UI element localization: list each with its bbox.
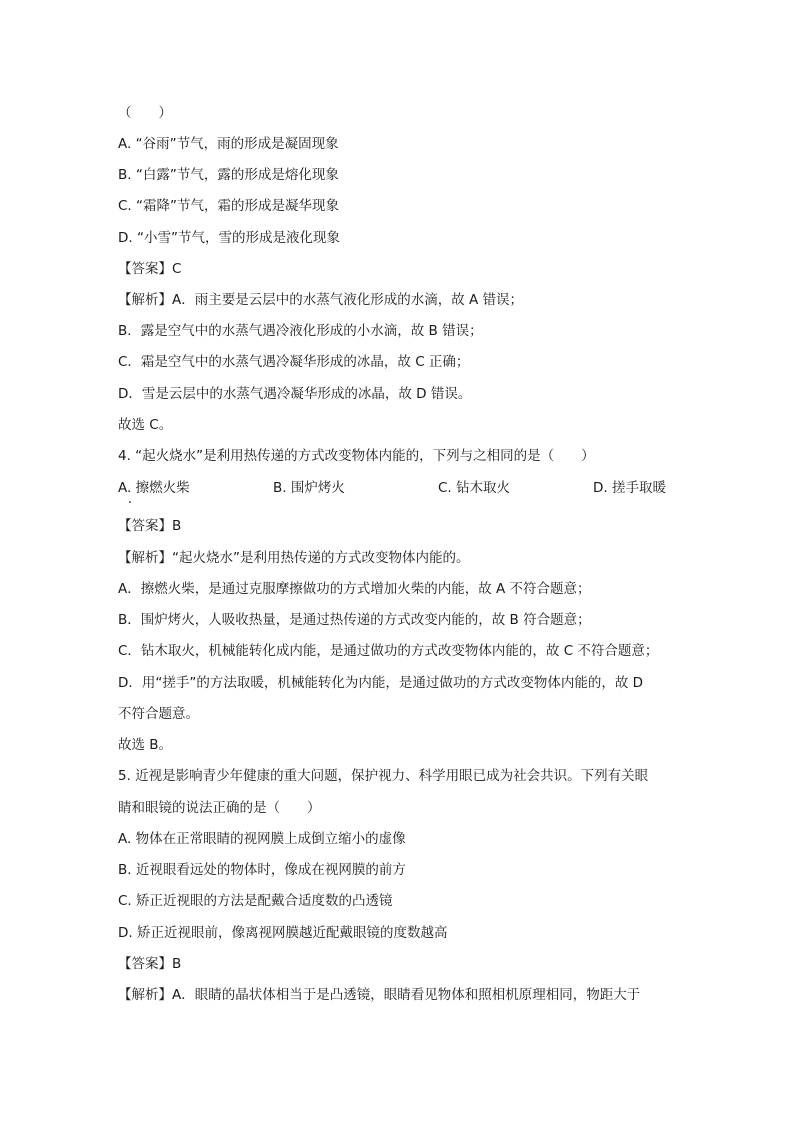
q4-analysis-line: 不符合题意。: [118, 706, 199, 722]
q4-answer: 【答案】B: [118, 518, 182, 534]
q5-option-c: C. 矫正近视眼的方法是配戴合适度数的凸透镜: [118, 893, 393, 909]
q4-option-b: B. 围炉烤火: [273, 480, 345, 496]
q3-option-c: C. “霜降”节气，霜的形成是凝华现象: [118, 198, 339, 214]
q4-analysis-line: 【解析】“起火烧水”是利用热传递的方式改变物体内能的。: [118, 550, 470, 566]
q3-conclusion: 故选 C。: [118, 417, 173, 433]
q4-analysis-line: C．钻木取火，机械能转化成内能，是通过做功的方式改变物体内能的，故 C 不符合题意；: [118, 643, 659, 659]
q5-stem-line: 睛和眼镜的说法正确的是（ ）: [118, 800, 321, 816]
q5-option-d: D. 矫正近视眼前，像离视网膜越近配戴眼镜的度数越高: [118, 925, 448, 941]
q5-stem-line: 5. 近视是影响青少年健康的重大问题，保护视力、科学用眼已成为社会共识。下列有关眼: [118, 768, 649, 784]
q3-option-d: D. “小雪”节气，雪的形成是液化现象: [118, 230, 340, 246]
q5-analysis-line: 【解析】A．眼睛的晶状体相当于是凸透镜，眼睛看见物体和照相机原理相同，物距大于: [118, 987, 641, 1003]
q4-analysis-line: B．围炉烤火，人吸收热量，是通过热传递的方式改变内能的，故 B 符合题意；: [118, 612, 591, 628]
q5-answer: 【答案】B: [118, 956, 182, 972]
q3-option-a: A. “谷雨”节气，雨的形成是凝固现象: [118, 136, 339, 152]
q3-analysis-line: B．露是空气中的水蒸气遇冷液化形成的小水滴，故 B 错误；: [118, 323, 483, 339]
q5-option-b: B. 近视眼看远处的物体时，像成在视网膜的前方: [118, 862, 406, 878]
q3-option-b: B. “白露”节气，露的形成是熔化现象: [118, 167, 339, 183]
q4-option-d: D. 搓手取暖: [593, 480, 666, 496]
q3-answer-paren: （ ）: [118, 105, 172, 121]
q4-option-c: C. 钻木取火: [438, 480, 511, 496]
q3-answer: 【答案】C: [118, 261, 182, 277]
q4-conclusion: 故选 B。: [118, 737, 173, 753]
q3-analysis-line: 【解析】A．雨主要是云层中的水蒸气液化形成的水滴，故 A 错误；: [118, 292, 524, 308]
q3-analysis-line: C．霜是空气中的水蒸气遇冷凝华形成的冰晶，故 C 正确；: [118, 354, 470, 370]
q3-analysis-line: D．雪是云层中的水蒸气遇冷凝华形成的冰晶，故 D 错误。: [118, 386, 472, 402]
q4-analysis-line: D．用“搓手”的方法取暖，机械能转化为内能，是通过做功的方式改变物体内能的，故 D: [118, 675, 644, 691]
q4-stem: 4. “起火烧水”是利用热传递的方式改变物体内能的，下列与之相同的是（ ）: [118, 448, 595, 464]
q5-option-a: A. 物体在正常眼睛的视网膜上成倒立缩小的虚像: [118, 831, 406, 847]
q4-option-a: A. 擦燃火柴: [118, 480, 190, 496]
stray-dot: [129, 501, 131, 503]
q4-analysis-line: A．擦燃火柴，是通过克服摩擦做功的方式增加火柴的内能，故 A 不符合题意；: [118, 581, 591, 597]
